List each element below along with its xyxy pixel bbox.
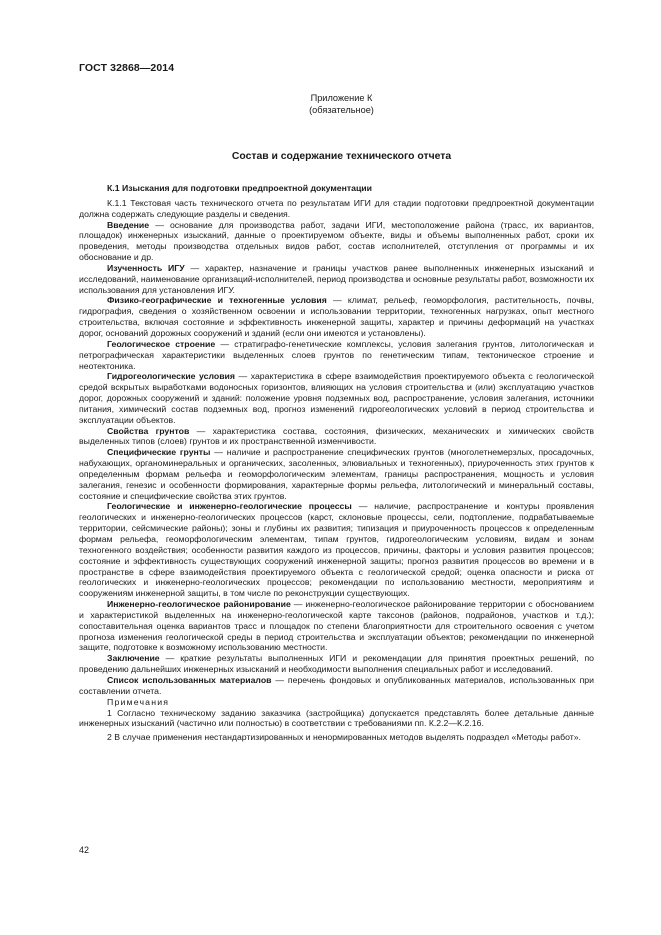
paragraph-references (79, 675, 594, 697)
note-2: 2 В случае применения нестандартизированных и ненормированных методов выделять подраздел «Методы работ». (107, 732, 581, 743)
term: Список использованных материалов (107, 674, 272, 685)
paragraph-introduction (79, 220, 594, 263)
definition: — наличие, распространение и контуры проявления геологических и инженерно-геологических процессов (карст, склоновые процессы, сели, подтопление, подрабатываемые территории, сейсмические районы); зоны и глубины их развития; типизация и приуроченность процессов к определенным формам рельефа, геоморфологическим элементам, типам грунтов, гидрогеологическим условиям, видам и зонам техногенного воздействия; особенности развития каждого из процессов, причины, факторы и условия развития процессов; состояние и эффективность существующих сооружений инженерной защиты; прогноз развития процессов во времени и в пространстве в сфере взаимодействия проектируемого объекта с геологической средой; оценка опасности и риска от геологических и инженерно-геологических процессов; рекомендации по использованию местности, мероприятиям и сооружениям инженерной защиты, в том числе по реконструкции существующих. (79, 501, 594, 599)
definition: — инженерно-геологическое районирование территории с обоснованием и характеристикой выделенных на инженерно-геологической карте таксонов (районов, подрайонов, участков и т.д.); сопоставительная оценка вариантов трасс и площадок по степени благоприятности для строительного освоения с учетом прогноза изменения геологической среды в период строительства и эксплуатации объектов; рекомендации по инженерной защите, подготовке к возможному использованию местности. (79, 599, 594, 653)
term: Физико-географические и техногенные условия (107, 295, 327, 306)
term: Специфические грунты (107, 447, 211, 458)
definition: — характер, назначение и границы участков ранее выполненных инженерных изысканий и исследований, наименование организаций-исполнителей, период производства и основные результаты работ, возможности их использования для установления ИГУ. (79, 262, 594, 295)
notes-title: Примечания (107, 696, 170, 707)
definition: — стратиграфо-генетические комплексы, условия залегания грунтов, литологическая и петрографическая характеристики выделенных слоев грунтов по генетическим типам, тектоническое строение и неотектоника. (79, 338, 594, 371)
paragraph-soil-properties (79, 426, 594, 448)
appendix-heading (0, 92, 661, 116)
definition: — перечень фондовых и опубликованных материалов, использованных при составлении отчета. (79, 674, 594, 696)
paragraph-study (79, 263, 594, 296)
term: Введение (107, 219, 150, 230)
definition: — краткие результаты выполненных ИГИ и рекомендации для принятия проектных решений, по проведению дальнейших инженерных изысканий и необходимости выполнения специальных работ и исследований. (79, 653, 594, 675)
standard-number: ГОСТ 32868—2014 (79, 62, 175, 74)
definition: — характеристика в сфере взаимодействия проектируемого объекта с геологической средой вскрытых выработками водоносных горизонтов, влияющих на условия строительства и (или) эксплуатацию участков дорог, дорожных сооружений и зданий: положение уровня подземных вод, распространение, условия залегания, источники питания, химический состав подземных вод, прогноз изменений гидрогеологических условий в период строительства и эксплуатации объектов. (79, 371, 595, 425)
term: Заключение (107, 653, 160, 664)
appendix-title: Приложение К (310, 93, 373, 103)
paragraph-geological-processes (79, 501, 594, 599)
notes-list (79, 708, 594, 744)
definition: — климат, рельеф, геоморфология, растительность, почвы, гидрография, сведения о хозяйственном освоении и использовании территории, техногенных нагрузках, опыт местного строительства, включая состояние и эффективность инженерной защиты, характер и причины деформаций на участках дорог, оснований дорожных сооружений и зданий (если они имеются и установлены). (79, 295, 594, 338)
appendix-status: (обязательное) (309, 105, 374, 115)
section-title: Состав и содержание технического отчета (231, 151, 452, 162)
note-1: 1 Согласно техническому заданию заказчика (застройщика) допускается представлять более детальные данные инженерных изысканий (частично или полностью) в соответствии с требованиями пп. К.2.2—К.2.16. (79, 707, 594, 729)
term: Геологические и инженерно-геологические процессы (107, 501, 352, 512)
term: Геологическое строение (107, 338, 216, 349)
paragraph-geology (79, 339, 594, 372)
paragraph-hydrogeology (79, 371, 594, 425)
subsection-title: К.1 Изыскания для подготовки предпроектной документации (107, 183, 372, 193)
definition: — наличие и распространение специфических грунтов (многолетнемерзлых, просадочных, набухающих, органоминеральных и органических, засоленных, элювиальных и техногенных), приуроченность этих грунтов к определенным формам рельефа и геоморфологическим элементам, границы распространения, мощность и условия залегания, генезис и особенности формирования, характерные формы рельефа, литологический и минеральный составы, состояние и специфические свойства этих грунтов. (79, 447, 594, 501)
term: Изученность ИГУ (107, 262, 185, 273)
term: Гидрогеологические условия (107, 371, 235, 382)
intro-paragraph: К.1.1 Текстовая часть технического отчета по результатам ИГИ для стадии подготовки предпроектной документации должна содержать следующие разделы и сведения. (79, 197, 594, 219)
term: Инженерно-геологическое районирование (107, 599, 291, 610)
paragraph-zoning (79, 599, 594, 653)
body-text (79, 183, 594, 746)
definition: — основание для производства работ, задачи ИГИ, местоположение района (трасс, их вариантов, площадок) инженерных изысканий, данные о проектируемом объекте, виды и объемы выполненных работ, сроки их проведения, методы производства отдельных видов работ, состав исполнителей, отступления от программы и их обоснование и др. (79, 219, 594, 263)
paragraph-specific-soils (79, 447, 594, 501)
paragraph-physical-geography (79, 295, 594, 338)
page-number: 42 (79, 845, 90, 855)
paragraph-conclusion (79, 653, 594, 675)
definition: — характеристика состава, состояния, физических, механических и химических свойств выделенных типов (слоев) грунтов и их пространственной изменчивости. (79, 425, 594, 447)
term: Свойства грунтов (107, 425, 190, 436)
